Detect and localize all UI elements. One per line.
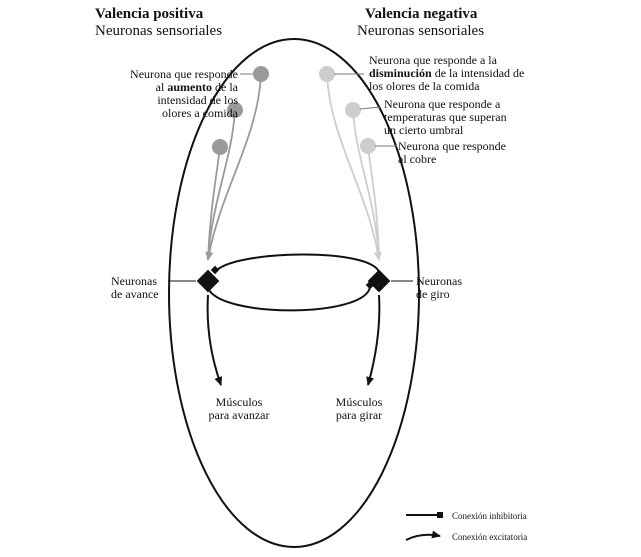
- label-forward-interneurons: Neuronas de avance: [111, 274, 159, 301]
- excitatory-connection-forward-muscles: [208, 295, 221, 385]
- positive-valence-title: Valencia positiva: [95, 6, 204, 22]
- positive-valence-subtitle: Neuronas sensoriales: [95, 23, 223, 39]
- label-turn-muscles: Músculos para girar: [335, 395, 383, 422]
- legend-excitatory-label: Conexión excitatoria: [452, 532, 528, 542]
- negative-valence-title: Valencia negativa: [365, 6, 478, 22]
- label-turn-interneurons: Neuronas de giro: [416, 274, 462, 301]
- label-temperature-neuron: Neurona que responde a temperaturas que superan un cierto umbral: [384, 97, 507, 137]
- inhibitory-connection-turn-to-forward: [217, 255, 379, 273]
- turn-interneuron-node: [368, 270, 391, 293]
- sensory-neuron-copper: [360, 138, 376, 154]
- legend-inhibitory-label: Conexión inhibitoria: [452, 511, 527, 521]
- sensory-neuron-temperature: [345, 102, 361, 118]
- negative-valence-subtitle: Neuronas sensoriales: [357, 23, 485, 39]
- label-forward-muscles: Músculos para avanzar: [208, 395, 270, 422]
- sensory-neuron-decrease-odor: [319, 66, 335, 82]
- legend-excitatory-symbol: [406, 535, 440, 540]
- legend-inhibitory-symbol: [406, 512, 443, 518]
- label-increase-odor-neuron: Neurona que responde al aumento de la intensidad de los olores a comida: [130, 67, 238, 120]
- excitatory-connection-turn-muscles: [368, 295, 379, 385]
- sensory-neuron-positive-3: [212, 139, 228, 155]
- label-decrease-odor-neuron: Neurona que responde a la disminución de la intensidad de los olores de la comida: [369, 53, 525, 93]
- inhibitory-terminal-forward: [211, 266, 219, 274]
- sensory-neuron-increase-odor: [253, 66, 269, 82]
- label-copper-neuron: Neurona que responde al cobre: [398, 139, 506, 166]
- negative-sensory-axons: [327, 74, 379, 260]
- inhibitory-connection-forward-to-turn: [208, 287, 370, 310]
